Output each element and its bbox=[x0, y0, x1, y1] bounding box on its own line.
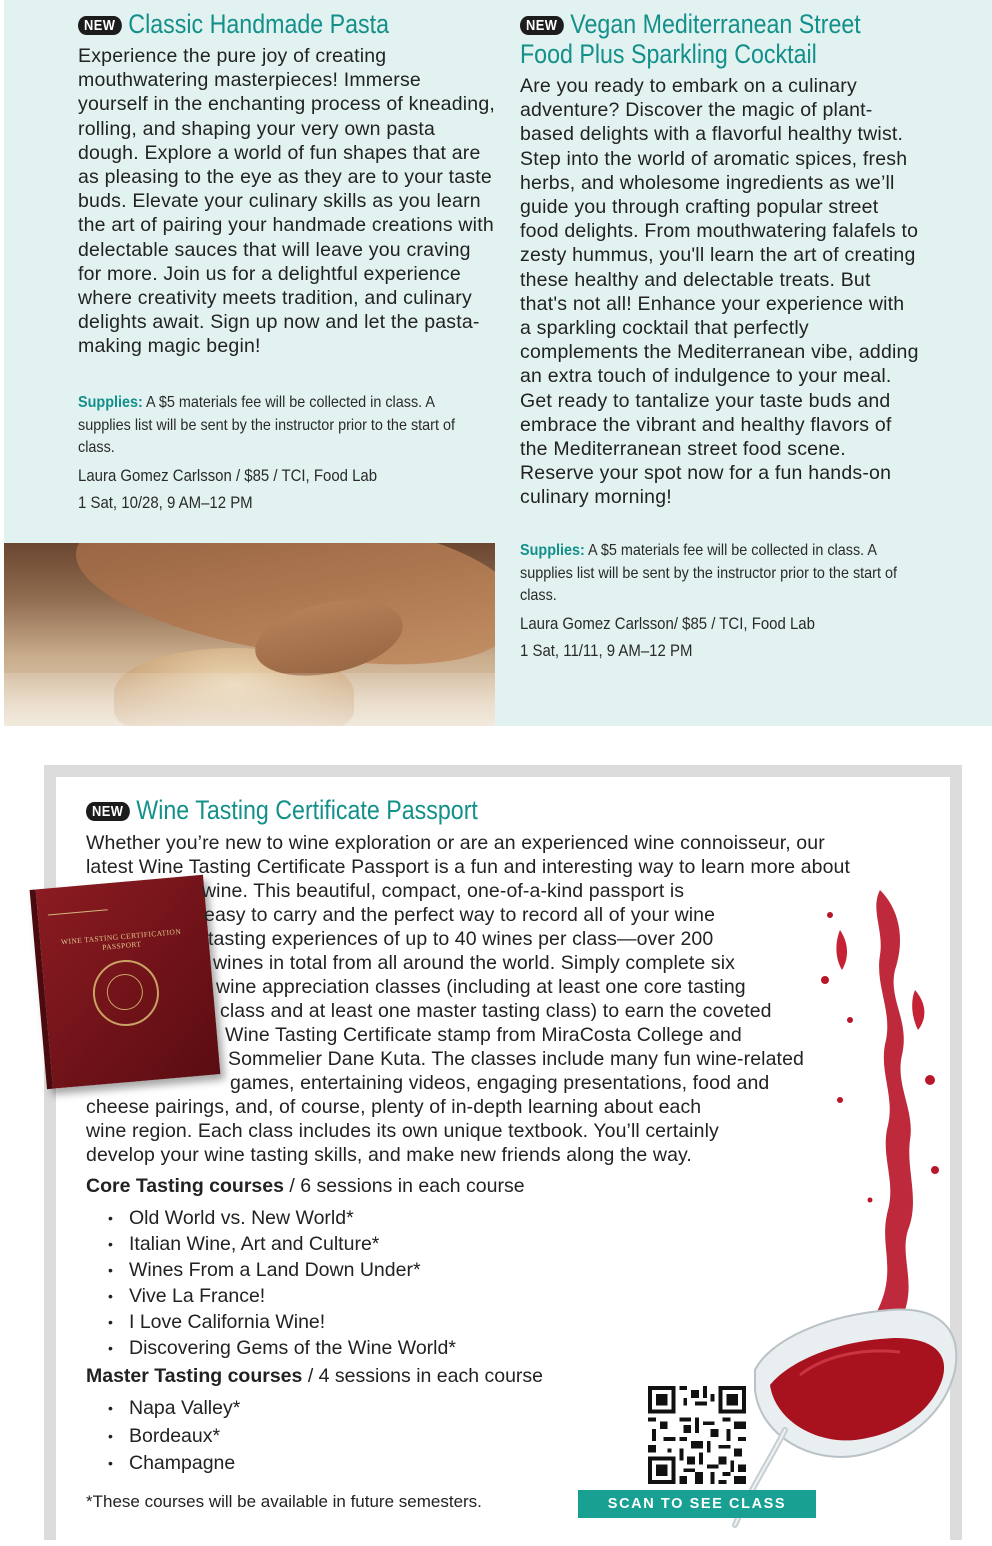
core-heading: Core Tasting courses bbox=[86, 1175, 284, 1197]
wine-text-line: cheese pairings, and, of course, plenty of in-depth learning about each bbox=[86, 1096, 702, 1118]
list-item: • Bordeaux* bbox=[108, 1423, 240, 1451]
core-sessions: / 6 sessions in each course bbox=[289, 1175, 525, 1197]
wine-text-line: Whether you’re new to wine exploration or are an experienced wine connoisseur, our bbox=[86, 832, 825, 854]
qr-code[interactable] bbox=[648, 1386, 746, 1484]
list-item: • Italian Wine, Art and Culture* bbox=[108, 1231, 456, 1257]
new-badge: NEW bbox=[78, 16, 121, 35]
passport-cover-title: WINE TASTING CERTIFICATION PASSPORT bbox=[60, 926, 182, 952]
vegan-description: Are you ready to embark on a culinary adventure? Discover the magic of plant-based delights with a flavorful healthy twist. Step into the world of aromatic spices, fresh herbs, and wholesome ingredients as we’ll guide you through crafting popular street food delights. From mouthwatering falafels to zesty hummus, you'll learn the art of creating these healthy and delectable treats. But that's not all! Enhance your experience with a sparkling cocktail that perfectly complements the Mediterranean vibe, adding an extra touch of indulgence to your meal. Get ready to tantalize your taste buds and embrace the vibrant and healthy flavors of the Mediterranean street food scene. Reserve your spot now for a fun hands-on culinary morning! bbox=[520, 75, 919, 509]
vegan-schedule: 1 Sat, 11/11, 9 AM–12 PM bbox=[520, 641, 693, 660]
vegan-supplies bbox=[520, 540, 923, 608]
vegan-title bbox=[520, 9, 861, 39]
list-item: • I Love California Wine! bbox=[108, 1309, 456, 1335]
core-courses-heading bbox=[86, 1175, 525, 1198]
scan-class-details-button[interactable]: SCAN TO SEE CLASS DETAILS bbox=[578, 1490, 816, 1518]
wine-text-line: wine region. Each class includes its own unique textbook. You’ll certainly bbox=[86, 1120, 719, 1142]
wine-text-line: wine. This beautiful, compact, one-of-a-kind passport is bbox=[202, 880, 685, 902]
core-course-list bbox=[108, 1205, 456, 1361]
list-item: • Vive La France! bbox=[108, 1283, 456, 1309]
supplies-label: Supplies: bbox=[78, 394, 143, 411]
new-badge: NEW bbox=[520, 16, 563, 35]
list-item: • Discovering Gems of the Wine World* bbox=[108, 1335, 456, 1361]
wine-text-line: wines in total from all around the world. Simply complete six bbox=[213, 952, 735, 974]
vegan-title-line1: Vegan Mediterranean Street bbox=[570, 9, 861, 39]
wine-title bbox=[86, 795, 478, 825]
vegan-title-line2: Food Plus Sparkling Cocktail bbox=[520, 39, 817, 69]
wine-title-text: Wine Tasting Certificate Passport bbox=[136, 795, 478, 825]
new-badge: NEW bbox=[86, 802, 129, 821]
supplies-text: A $5 materials fee will be collected in class. A supplies list will be sent by the instructor prior to the start of class. bbox=[78, 394, 455, 456]
dough-kneading-photo bbox=[4, 543, 495, 726]
footnote: *These courses will be available in future semesters. bbox=[86, 1492, 482, 1511]
wine-text-line: latest Wine Tasting Certificate Passport is a fun and interesting way to learn more about bbox=[86, 856, 851, 878]
wine-text-line: class and at least one master tasting class) to earn the coveted bbox=[220, 1000, 772, 1022]
wine-text-line: develop your wine tasting skills, and make new friends along the way. bbox=[86, 1144, 692, 1166]
list-item: • Champagne bbox=[108, 1450, 240, 1478]
list-item: • Napa Valley* bbox=[108, 1395, 240, 1423]
supplies-text: A $5 materials fee will be collected in class. A supplies list will be sent by the instructor prior to the start of class. bbox=[520, 542, 897, 604]
photo-flour bbox=[4, 673, 495, 726]
wine-glass-splash-image bbox=[730, 870, 970, 1530]
wine-text-line: wine appreciation classes (including at least one core tasting bbox=[216, 976, 746, 998]
passport-booklet-image bbox=[30, 875, 221, 1089]
list-item: • Old World vs. New World* bbox=[108, 1205, 456, 1231]
wine-text-line: Wine Tasting Certificate stamp from MiraCosta College and bbox=[225, 1024, 742, 1046]
master-courses-heading bbox=[86, 1365, 543, 1388]
wine-text-line: easy to carry and the perfect way to record all of your wine bbox=[204, 904, 716, 926]
vegan-instructor: Laura Gomez Carlsson/ $85 / TCI, Food Lab bbox=[520, 614, 815, 633]
pasta-instructor: Laura Gomez Carlsson / $85 / TCI, Food Lab bbox=[78, 466, 378, 485]
passport-logo bbox=[47, 897, 108, 915]
pasta-description: Experience the pure joy of creating mouthwatering masterpieces! Immerse yourself in the enchanting process of kneading, rolling, and shaping your very own pasta dough. Explore a world of fun shapes that are as pleasing to the eye as they are to your taste buds. Elevate your culinary skills as you learn the art of pairing your handmade creations with delectable sauces that will leave you craving for more. Join us for a delightful experience where creativity meets tradition, and culinary delights await. Sign up now and let the pasta-making magic begin! bbox=[78, 45, 495, 358]
wine-text-line: games, entertaining videos, engaging presentations, food and bbox=[230, 1072, 770, 1094]
supplies-label: Supplies: bbox=[520, 542, 585, 559]
list-item: • Wines From a Land Down Under* bbox=[108, 1257, 456, 1283]
master-sessions: / 4 sessions in each course bbox=[307, 1365, 544, 1387]
pasta-title-text: Classic Handmade Pasta bbox=[128, 9, 390, 39]
pasta-schedule: 1 Sat, 10/28, 9 AM–12 PM bbox=[78, 493, 253, 512]
passport-seal bbox=[90, 957, 162, 1029]
pasta-supplies bbox=[78, 392, 483, 460]
wine-text-line: tasting experiences of up to 40 wines per class—over 200 bbox=[208, 928, 714, 950]
master-heading: Master Tasting courses bbox=[86, 1365, 303, 1387]
wine-text-line: Sommelier Dane Kuta. The classes include many fun wine-related bbox=[228, 1048, 804, 1070]
wine-splash bbox=[821, 890, 939, 1348]
pasta-title bbox=[78, 9, 389, 39]
master-course-list bbox=[108, 1395, 240, 1478]
